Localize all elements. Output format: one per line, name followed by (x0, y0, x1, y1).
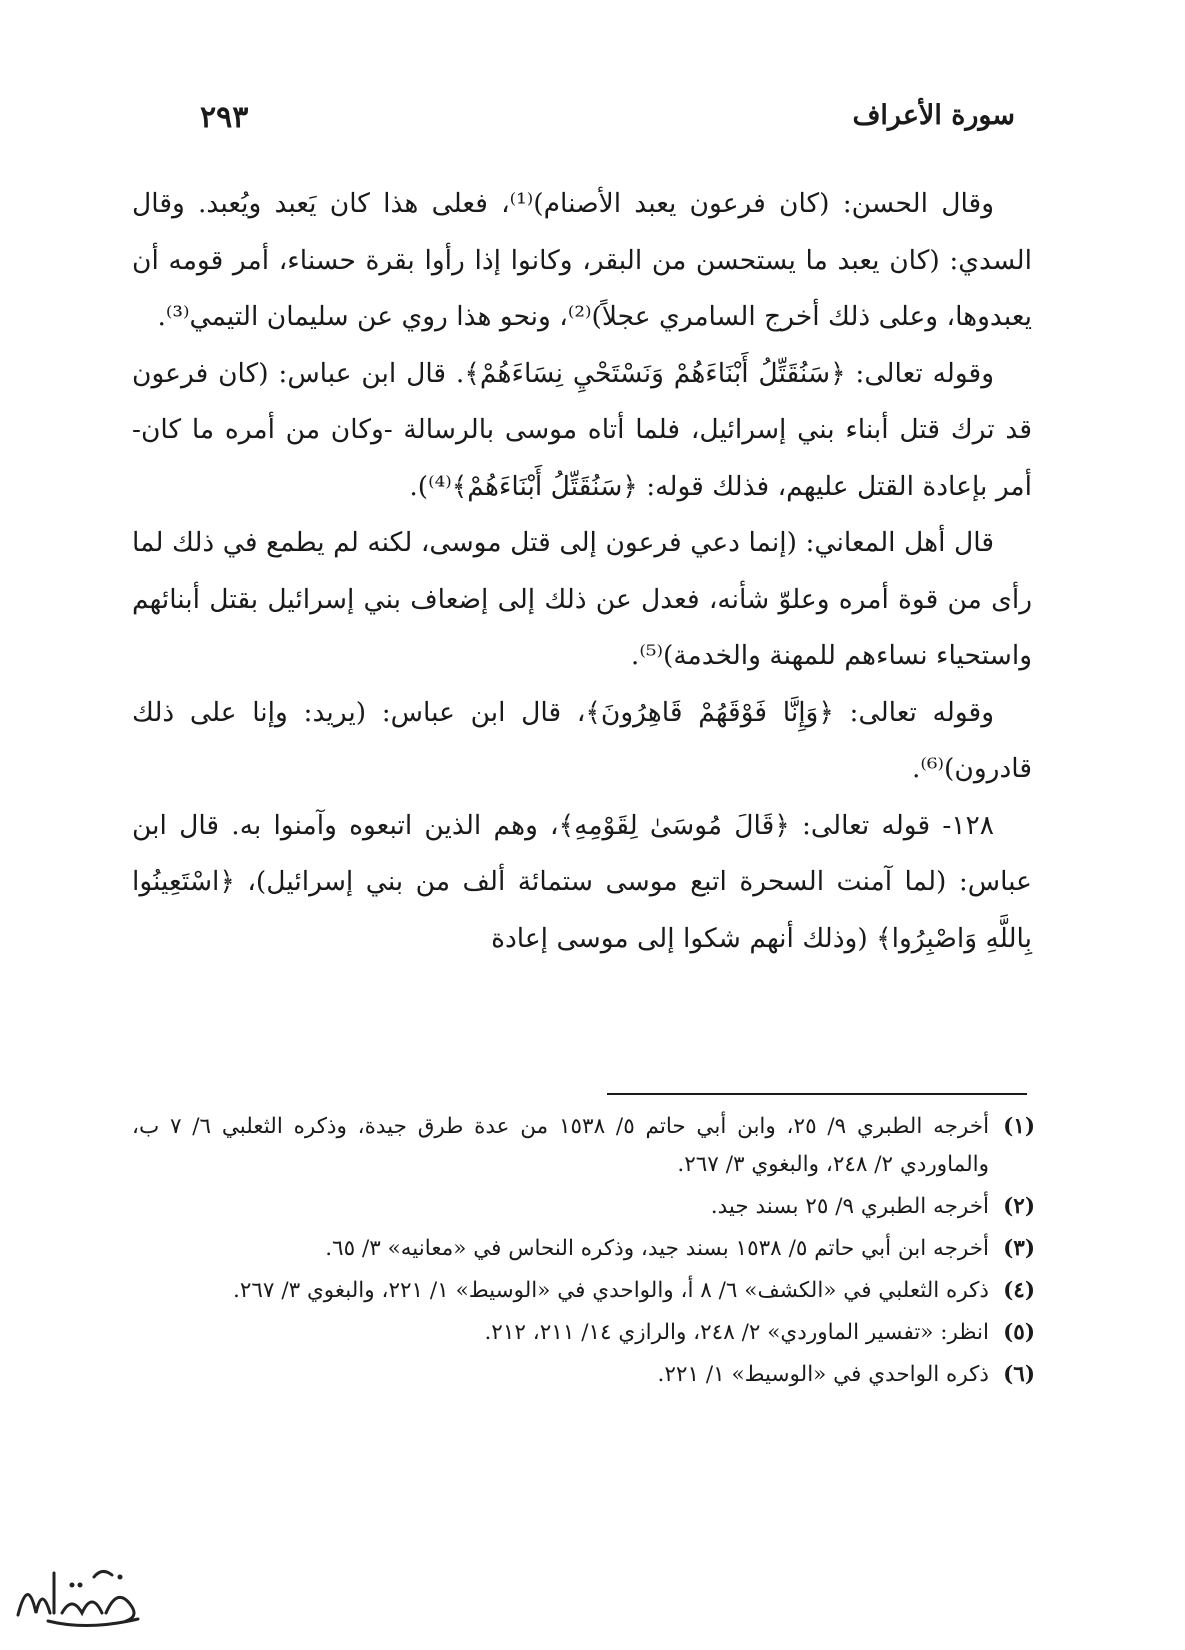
footnote-text: أخرجه الطبري ٩/ ٢٥، وابن أبي حاتم ٥/ ١٥٣٨ من عدة طرق جيدة، وذكره الثعلبي ٦/ ٧ ب، والماوردي ٢/ ٢٤٨، والبغوي ٣/ ٢٦٧. (132, 1114, 990, 1177)
footnote (132, 1108, 1035, 1184)
footnote-number: (٤) (1003, 1278, 1035, 1303)
footnote-number: (٣) (1003, 1236, 1035, 1261)
footnote (132, 1188, 1035, 1226)
footnotes (132, 1108, 1035, 1398)
surah-title: سورة الأعراف (852, 100, 1015, 131)
footnote (132, 1356, 1035, 1394)
paragraph-1: وقال الحسن: (كان فرعون يعبد الأصنام)⁽¹⁾، فعلى هذا كان يَعبد ويُعبد. وقال السدي: (كان يعبد ما يستحسن من البقر، وكانوا إذا رأوا بقرة حسناء، أمر قومه أن يعبدوها، وعلى ذلك أخرج السامري عجلاً)⁽²⁾، ونحو هذا روي عن سليمان التيمي⁽³⁾. (132, 188, 1032, 332)
footnote-number: (٦) (1003, 1362, 1035, 1387)
footnote-text: ذكره الثعلبي في «الكشف» ٦/ ٨ أ، والواحدي في «الوسيط» ١/ ٢٢١، والبغوي ٣/ ٢٦٧. (232, 1278, 989, 1303)
footnote-text: أخرجه الطبري ٩/ ٢٥ بسند جيد. (710, 1194, 989, 1219)
paragraph-3: قال أهل المعاني: (إنما دعي فرعون إلى قتل موسى، لكنه لم يطمع في ذلك لما رأى من قوة أمره وعلوّ شأنه، فعدل عن ذلك إلى إضعاف بني إسرائيل بقتل أبنائهم واستحياء نساءهم للمهنة والخدمة)⁽⁵⁾. (132, 527, 1032, 671)
paragraph-4: وقوله تعالى: ﴿وَإِنَّا فَوْقَهُمْ قَاهِرُونَ﴾، قال ابن عباس: (يريد: وإنا على ذلك قادرون)⁽⁶⁾. (132, 696, 1032, 784)
footnote-text: أخرجه ابن أبي حاتم ٥/ ١٥٣٨ بسند جيد، وذكره النحاس في «معانيه» ٣/ ٦٥. (325, 1236, 989, 1261)
footnote (132, 1272, 1035, 1310)
footnote (132, 1230, 1035, 1268)
paragraph-2: وقوله تعالى: ﴿سَنُقَتِّلُ أَبْنَاءَهُمْ وَنَسْتَحْيِ نِسَاءَهُمْ﴾. قال ابن عباس: (كان فرعون قد ترك قتل أبناء بني إسرائيل، فلما أتاه موسى بالرسالة -وكان من أمره ما كان- أمر بإعادة القتل عليهم، فذلك قوله: ﴿سَنُقَتِّلُ أَبْنَاءَهُمْ﴾⁽⁴⁾). (132, 357, 1032, 502)
footnote-number: (١) (1003, 1114, 1035, 1139)
footnote-number: (٥) (1003, 1320, 1035, 1345)
paragraph-5: ١٢٨- قوله تعالى: ﴿قَالَ مُوسَىٰ لِقَوْمِهِ﴾، وهم الذين اتبعوه وآمنوا به. قال ابن عباس: (لما آمنت السحرة اتبع موسى ستمائة ألف من بني إسرائيل)، ﴿اسْتَعِينُوا بِاللَّهِ وَاصْبِرُوا﴾ (وذلك أنهم شكوا إلى موسى إعادة (132, 809, 1032, 954)
footnote-text: ذكره الواحدي في «الوسيط» ١/ ٢٢١. (657, 1362, 989, 1387)
calligraphic-seal-icon (8, 1555, 158, 1635)
footnote-text: انظر: «تفسير الماوردي» ٢/ ٢٤٨، والرازي ١٤/ ٢١١، ٢١٢. (484, 1320, 989, 1345)
page-number: ٢٩٣ (200, 100, 249, 135)
running-header (200, 100, 1015, 144)
footnote (132, 1314, 1035, 1352)
footnote-number: (٢) (1003, 1194, 1035, 1219)
footnote-divider (607, 1093, 1027, 1095)
main-text (132, 176, 1032, 967)
